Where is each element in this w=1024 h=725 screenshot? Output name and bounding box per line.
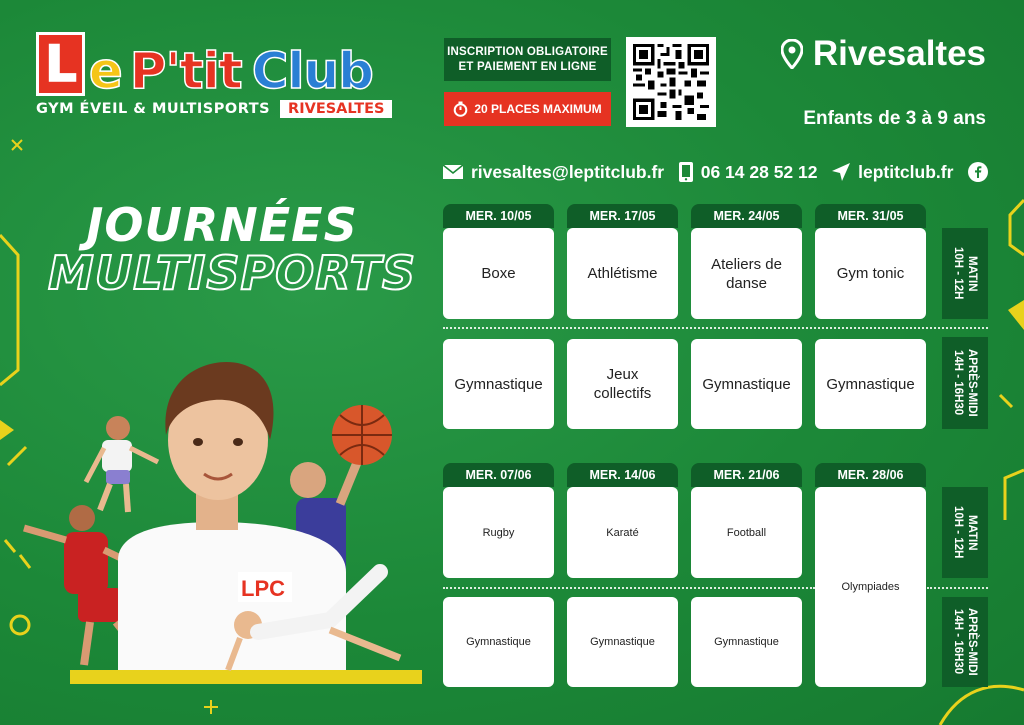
date-header: MER. 24/05 [691, 204, 802, 228]
activity-cell: Jeux collectifs [567, 339, 678, 429]
inscription-line-2: ET PAIEMENT EN LIGNE [458, 61, 597, 73]
date-header: MER. 21/06 [691, 463, 802, 487]
period-name: APRÈS-MIDI [966, 349, 978, 417]
activity-cell: Athlétisme [567, 228, 678, 319]
date-header: MER. 14/06 [567, 463, 678, 487]
phone-text: 06 14 28 52 12 [700, 161, 818, 182]
places-text: 20 PLACES MAXIMUM [474, 102, 602, 116]
logo-word-club: Club [251, 42, 373, 100]
afternoon-label [942, 597, 988, 687]
period-name: MATIN [966, 514, 978, 551]
stopwatch-icon [453, 101, 468, 117]
activity-cell: Gymnastique [567, 597, 678, 687]
qr-code[interactable] [626, 37, 716, 127]
map-pin-icon [781, 39, 803, 69]
contact-email[interactable] [443, 162, 664, 183]
logo-tagline: GYM ÉVEIL & MULTISPORTS [36, 101, 271, 117]
city-name: Rivesaltes [812, 34, 986, 73]
period-name: MATIN [966, 255, 978, 292]
date-header: MER. 07/06 [443, 463, 554, 487]
brand-logo [36, 35, 402, 118]
activity-cell: Rugby [443, 487, 554, 578]
mail-icon [443, 165, 463, 179]
title-line-1: JOURNÉES [86, 198, 358, 252]
age-range: Enfants de 3 à 9 ans [803, 108, 986, 129]
period-name: APRÈS-MIDI [966, 608, 978, 676]
location [781, 34, 986, 74]
logo-letter-e: e [88, 42, 122, 100]
logo-word-ptit: P'tit [129, 42, 242, 100]
send-icon [832, 163, 850, 181]
date-header: MER. 31/05 [815, 204, 926, 228]
logo-letter-l: L [36, 32, 85, 96]
phone-icon [679, 162, 693, 182]
contact-facebook[interactable] [968, 162, 988, 182]
date-header: MER. 28/06 [815, 463, 926, 487]
period-hours: 10H - 12H [952, 506, 964, 559]
activity-cell: Football [691, 487, 802, 578]
date-header: MER. 17/05 [567, 204, 678, 228]
places-notice [444, 92, 611, 126]
separator [927, 587, 988, 589]
date-header: MER. 10/05 [443, 204, 554, 228]
activity-cell: Boxe [443, 228, 554, 319]
separator [443, 587, 815, 589]
website-text: leptitclub.fr [858, 161, 954, 182]
morning-label [942, 228, 988, 319]
logo-city-badge: RIVESALTES [280, 100, 392, 118]
jumping-girl [86, 416, 158, 512]
activity-cell: Ateliers de danse [691, 228, 802, 319]
kids-illustration [0, 340, 440, 725]
afternoon-label [942, 337, 988, 429]
shirt-logo-text: LPC [241, 576, 285, 601]
contact-phone[interactable] [679, 162, 818, 183]
inscription-notice [444, 38, 611, 81]
inscription-line-1: INSCRIPTION OBLIGATOIRE [447, 46, 608, 58]
email-text: rivesaltes@leptitclub.fr [471, 161, 665, 182]
morning-label [942, 487, 988, 578]
activity-cell: Gym tonic [815, 228, 926, 319]
activity-cell: Karaté [567, 487, 678, 578]
activity-cell: Gymnastique [691, 339, 802, 429]
contact-bar [443, 160, 988, 184]
activity-cell: Gymnastique [443, 339, 554, 429]
activity-cell-full-day: Olympiades [815, 487, 926, 687]
period-hours: 14H - 16H30 [952, 609, 964, 675]
facebook-icon [968, 162, 988, 182]
activity-cell: Gymnastique [691, 597, 802, 687]
activity-cell: Gymnastique [443, 597, 554, 687]
activity-cell: Gymnastique [815, 339, 926, 429]
contact-website[interactable] [832, 162, 953, 183]
period-hours: 14H - 16H30 [952, 350, 964, 416]
title-line-2: MULTISPORTS [48, 246, 417, 300]
period-hours: 10H - 12H [952, 247, 964, 300]
separator [443, 327, 988, 329]
